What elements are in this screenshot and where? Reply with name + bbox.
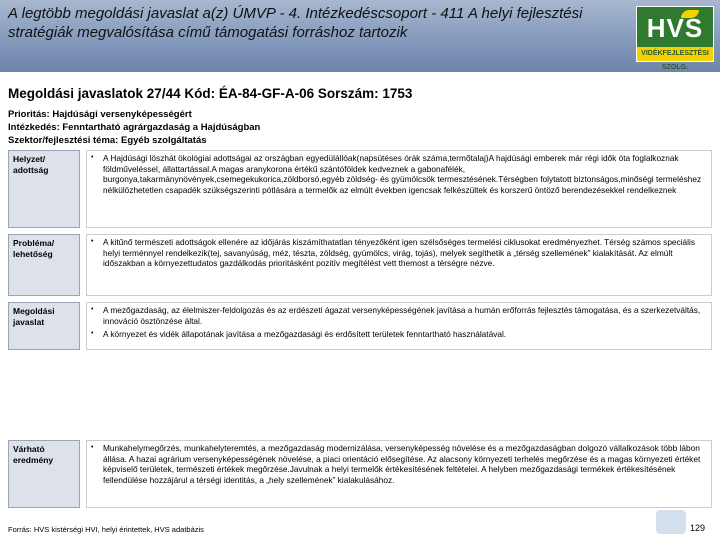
header-title: A legtöbb megoldási javaslat a(z) ÚMVP - 4. Intézkedéscsoport - 411 A helyi fejlesztési stratégiák megvalósítása című támogatási forráshoz tartozik: [8, 5, 583, 41]
list-item: • A környezet és vidék állapotának javítása a mezőgazdasági és erdősített területek fenntartható használatával.: [91, 329, 507, 340]
row-label: Helyzet/ adottság: [8, 150, 80, 228]
row-solution: [8, 302, 712, 350]
list-item: • A Hajdúsági löszhát ökológiai adottságai az országban egyedülállóak(napsütéses órák száma,termőtalaj)A hajdúsági emberek már régi idők óta foglalkoznak földműveléssel, állattartással.A magas aranykorona értékű szántóföldek kedveznek a gabonafélék, burgonya,takarmánynövények,csemegekukorica,zöldborsó,egyéb zöldség- és gyümölcsök termesztésének.Térségben folytatott biztonságos,minőségi termeléshez nélkülözhetetlen csapadék szükségszerinti pótlására a termelők az elmúlt években igencsak felkészültek és korszerű öntöző berendezésekkel rendelkeznek: [91, 153, 702, 195]
row-situation: [8, 150, 712, 228]
row-label: Probléma/ lehetőség: [8, 234, 80, 296]
logo-text: HVS: [646, 13, 704, 43]
list-item: • A kitűnő természeti adottságok ellenére az időjárás kiszámíthatatlan tényezőként igen szélsőséges termelési ciklusokat eredményezhet. Térség számos speciális helyi terménnyel rendelkezik(tej, savanyúság, méz, tészta, zöldség, gyümölcs, virág, tojás), melyek segíthetik a „térség szellemének” kialakítását. Az elmúlt időszakban a környezettudatos gazdálkodás prioritásként pozitív megítélést vett themost a térségre nézve.: [91, 237, 695, 269]
page-number: 129: [690, 523, 706, 533]
row-content: [86, 302, 712, 350]
measure-line: Intézkedés: Fenntartható agrárgazdaság a Hajdúságban: [8, 122, 261, 133]
row-content: [86, 234, 712, 296]
row-label: Várható eredmény: [8, 440, 80, 508]
row-label: Megoldási javaslat: [8, 302, 80, 350]
row-content: [86, 150, 712, 228]
list-item: • A mezőgazdaság, az élelmiszer-feldolgozás és az erdészeti ágazat versenyképességének javítása a humán erőforrás fejlesztés támogatása, és a szerkezetváltás, innováció ösztönzése által.: [91, 305, 701, 326]
list-item: • Munkahelymegőrzés, munkahelyteremtés, a mezőgazdaság modernizálása, versenyképesség növelése és a mezőgazdaságban dolgozó vállalkozások több lábon állása. A hazai agrárium versenyképességének növelése, a piaci orientáció elősegítése. Az alacsony környezeti terhelés megőrzése és a magas környezeti értéket képviselő területek, természeti értékek megőrzése.Javulnak a helyi termelők értékesítésének feltételei. A helyben mezőgazdasági termékek értékesítésének fellendülése hozzájárul a térségi identitás, a „hely szellemének” kialakulásához.: [91, 443, 701, 485]
bullet-icon: •: [91, 306, 94, 313]
bullet-icon: •: [91, 444, 94, 451]
logo-subtext: VIDÉKFEJLESZTÉSI SZOLG.: [637, 47, 713, 61]
page-title: Megoldási javaslatok 27/44 Kód: ÉA-84-GF-A-06 Sorszám: 1753: [8, 86, 413, 101]
sector-line: Szektor/fejlesztési téma: Egyéb szolgáltatás: [8, 135, 207, 146]
source-footer: Forrás: HVS kistérségi HVI, helyi érintettek, HVS adatbázis: [8, 525, 204, 534]
hvs-logo: [636, 6, 714, 71]
bullet-icon: •: [91, 238, 94, 245]
row-result: [8, 440, 712, 508]
priority-line: Prioritás: Hajdúsági versenyképességért: [8, 109, 192, 120]
row-problem: [8, 234, 712, 296]
bullet-icon: •: [91, 154, 94, 161]
row-content: [86, 440, 712, 508]
header-banner: [0, 0, 720, 72]
bullet-icon: •: [91, 330, 94, 338]
page-icon: [656, 510, 686, 534]
